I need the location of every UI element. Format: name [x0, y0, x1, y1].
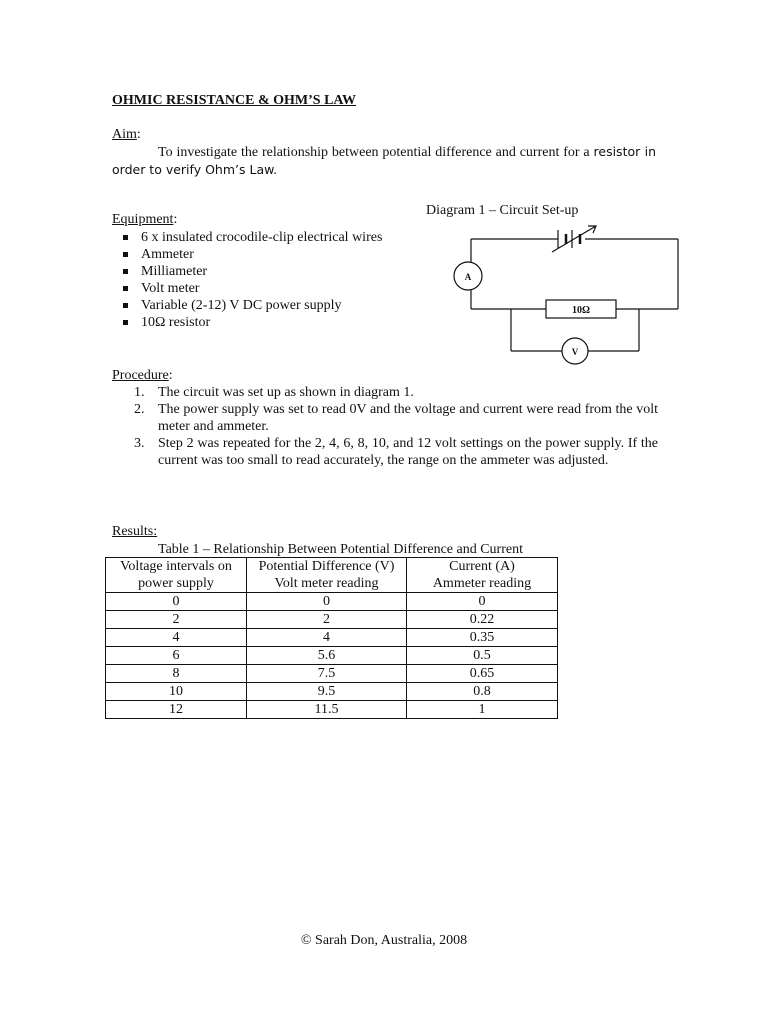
table-cell: 0.35 — [407, 629, 558, 647]
results-table — [105, 557, 558, 719]
list-item: 10Ω resistor — [120, 314, 382, 331]
list-item: 6 x insulated crocodile-clip electrical wires — [120, 229, 382, 246]
equipment-list — [120, 229, 382, 331]
list-item: Variable (2-12) V DC power supply — [120, 297, 382, 314]
step-number: 2. — [134, 402, 145, 417]
table-cell: 2 — [247, 611, 407, 629]
table-cell: 7.5 — [247, 665, 407, 683]
equipment-label: Equipment — [112, 212, 174, 227]
aim-text-serif: To investigate the relationship between potential difference and current for a — [158, 145, 590, 160]
table-cell: 11.5 — [247, 701, 407, 719]
aim-text-sans: resistor in order to verify Ohm’s Law. — [112, 144, 656, 177]
procedure-heading: Procedure: — [112, 368, 173, 383]
table-cell: 0 — [247, 593, 407, 611]
table-cell: 4 — [247, 629, 407, 647]
list-item: Ammeter — [120, 246, 382, 263]
list-item — [112, 435, 658, 469]
table-cell: 2 — [106, 611, 247, 629]
diagram-title: Diagram 1 – Circuit Set-up — [426, 203, 579, 218]
table-cell: 5.6 — [247, 647, 407, 665]
table-row — [106, 683, 558, 701]
table-cell: 6 — [106, 647, 247, 665]
table-cell: 0 — [106, 593, 247, 611]
table-cell: 0.5 — [407, 647, 558, 665]
table-cell: 0 — [407, 593, 558, 611]
ammeter-label: A — [464, 272, 472, 282]
list-item: Milliameter — [120, 263, 382, 280]
resistor-label: 10Ω — [571, 305, 591, 316]
step-text: The power supply was set to read 0V and the voltage and current were read from the volt meter and ammeter. — [158, 402, 658, 434]
procedure-list — [112, 384, 658, 469]
table-cell: 10 — [106, 683, 247, 701]
procedure-label: Procedure — [112, 368, 169, 383]
table-cell: 12 — [106, 701, 247, 719]
results-label: Results: — [112, 524, 158, 539]
aim-paragraph — [112, 143, 656, 179]
step-text: The circuit was set up as shown in diagram 1. — [158, 385, 414, 400]
footer-copyright: © Sarah Don, Australia, 2008 — [300, 933, 468, 948]
table-cell: 9.5 — [247, 683, 407, 701]
equipment-heading: Equipment: — [112, 212, 178, 227]
circuit-diagram — [440, 218, 685, 368]
column-header: Voltage intervals on power supply — [106, 558, 247, 593]
table-caption: Table 1 – Relationship Between Potential Difference and Current — [158, 542, 523, 557]
table-cell: 8 — [106, 665, 247, 683]
voltmeter-label: V — [571, 347, 579, 357]
table-cell: 0.22 — [407, 611, 558, 629]
table-row — [106, 593, 558, 611]
table-row — [106, 665, 558, 683]
table-cell: 4 — [106, 629, 247, 647]
page-title: OHMIC RESISTANCE & OHM’S LAW — [112, 93, 356, 108]
table-row — [106, 629, 558, 647]
table-row — [106, 647, 558, 665]
table-row — [106, 611, 558, 629]
table-header-row — [106, 558, 558, 593]
table-cell: 0.65 — [407, 665, 558, 683]
step-text: Step 2 was repeated for the 2, 4, 6, 8, 10, and 12 volt settings on the power supply. If the current was too small to read accurately, the range on the ammeter was adjusted. — [158, 436, 658, 468]
table-row — [106, 701, 558, 719]
column-header: Current (A) Ammeter reading — [407, 558, 558, 593]
table-cell: 1 — [407, 701, 558, 719]
column-header: Potential Difference (V) Volt meter reading — [247, 558, 407, 593]
list-item — [112, 401, 658, 435]
aim-heading: Aim: — [112, 127, 141, 142]
step-number: 3. — [134, 436, 145, 451]
list-item: Volt meter — [120, 280, 382, 297]
step-number: 1. — [134, 385, 145, 400]
list-item — [112, 384, 658, 401]
aim-label: Aim — [112, 127, 137, 142]
table-cell: 0.8 — [407, 683, 558, 701]
